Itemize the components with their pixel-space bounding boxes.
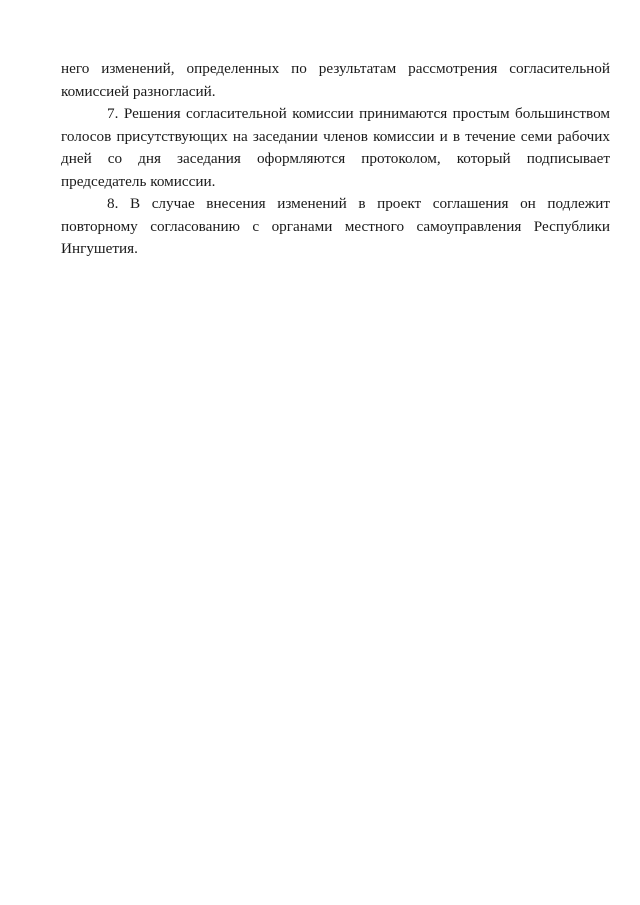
paragraph-item-8: 8. В случае внесения изменений в проект соглашения он подлежит повторному согласованию с органами местного самоуправления Республики Ингушетия. (61, 195, 610, 257)
paragraph-continuation: него изменений, определенных по результатам рассмотрения согласительной комиссией разногласий. (61, 60, 610, 100)
paragraph-item-7: 7. Решения согласительной комиссии принимаются простым большинством голосов присутствующих на заседании членов комиссии и в течение семи рабочих дней со дня заседания оформляются протоколом, который подписывает председатель комиссии. (61, 105, 610, 190)
document-body (61, 58, 610, 261)
